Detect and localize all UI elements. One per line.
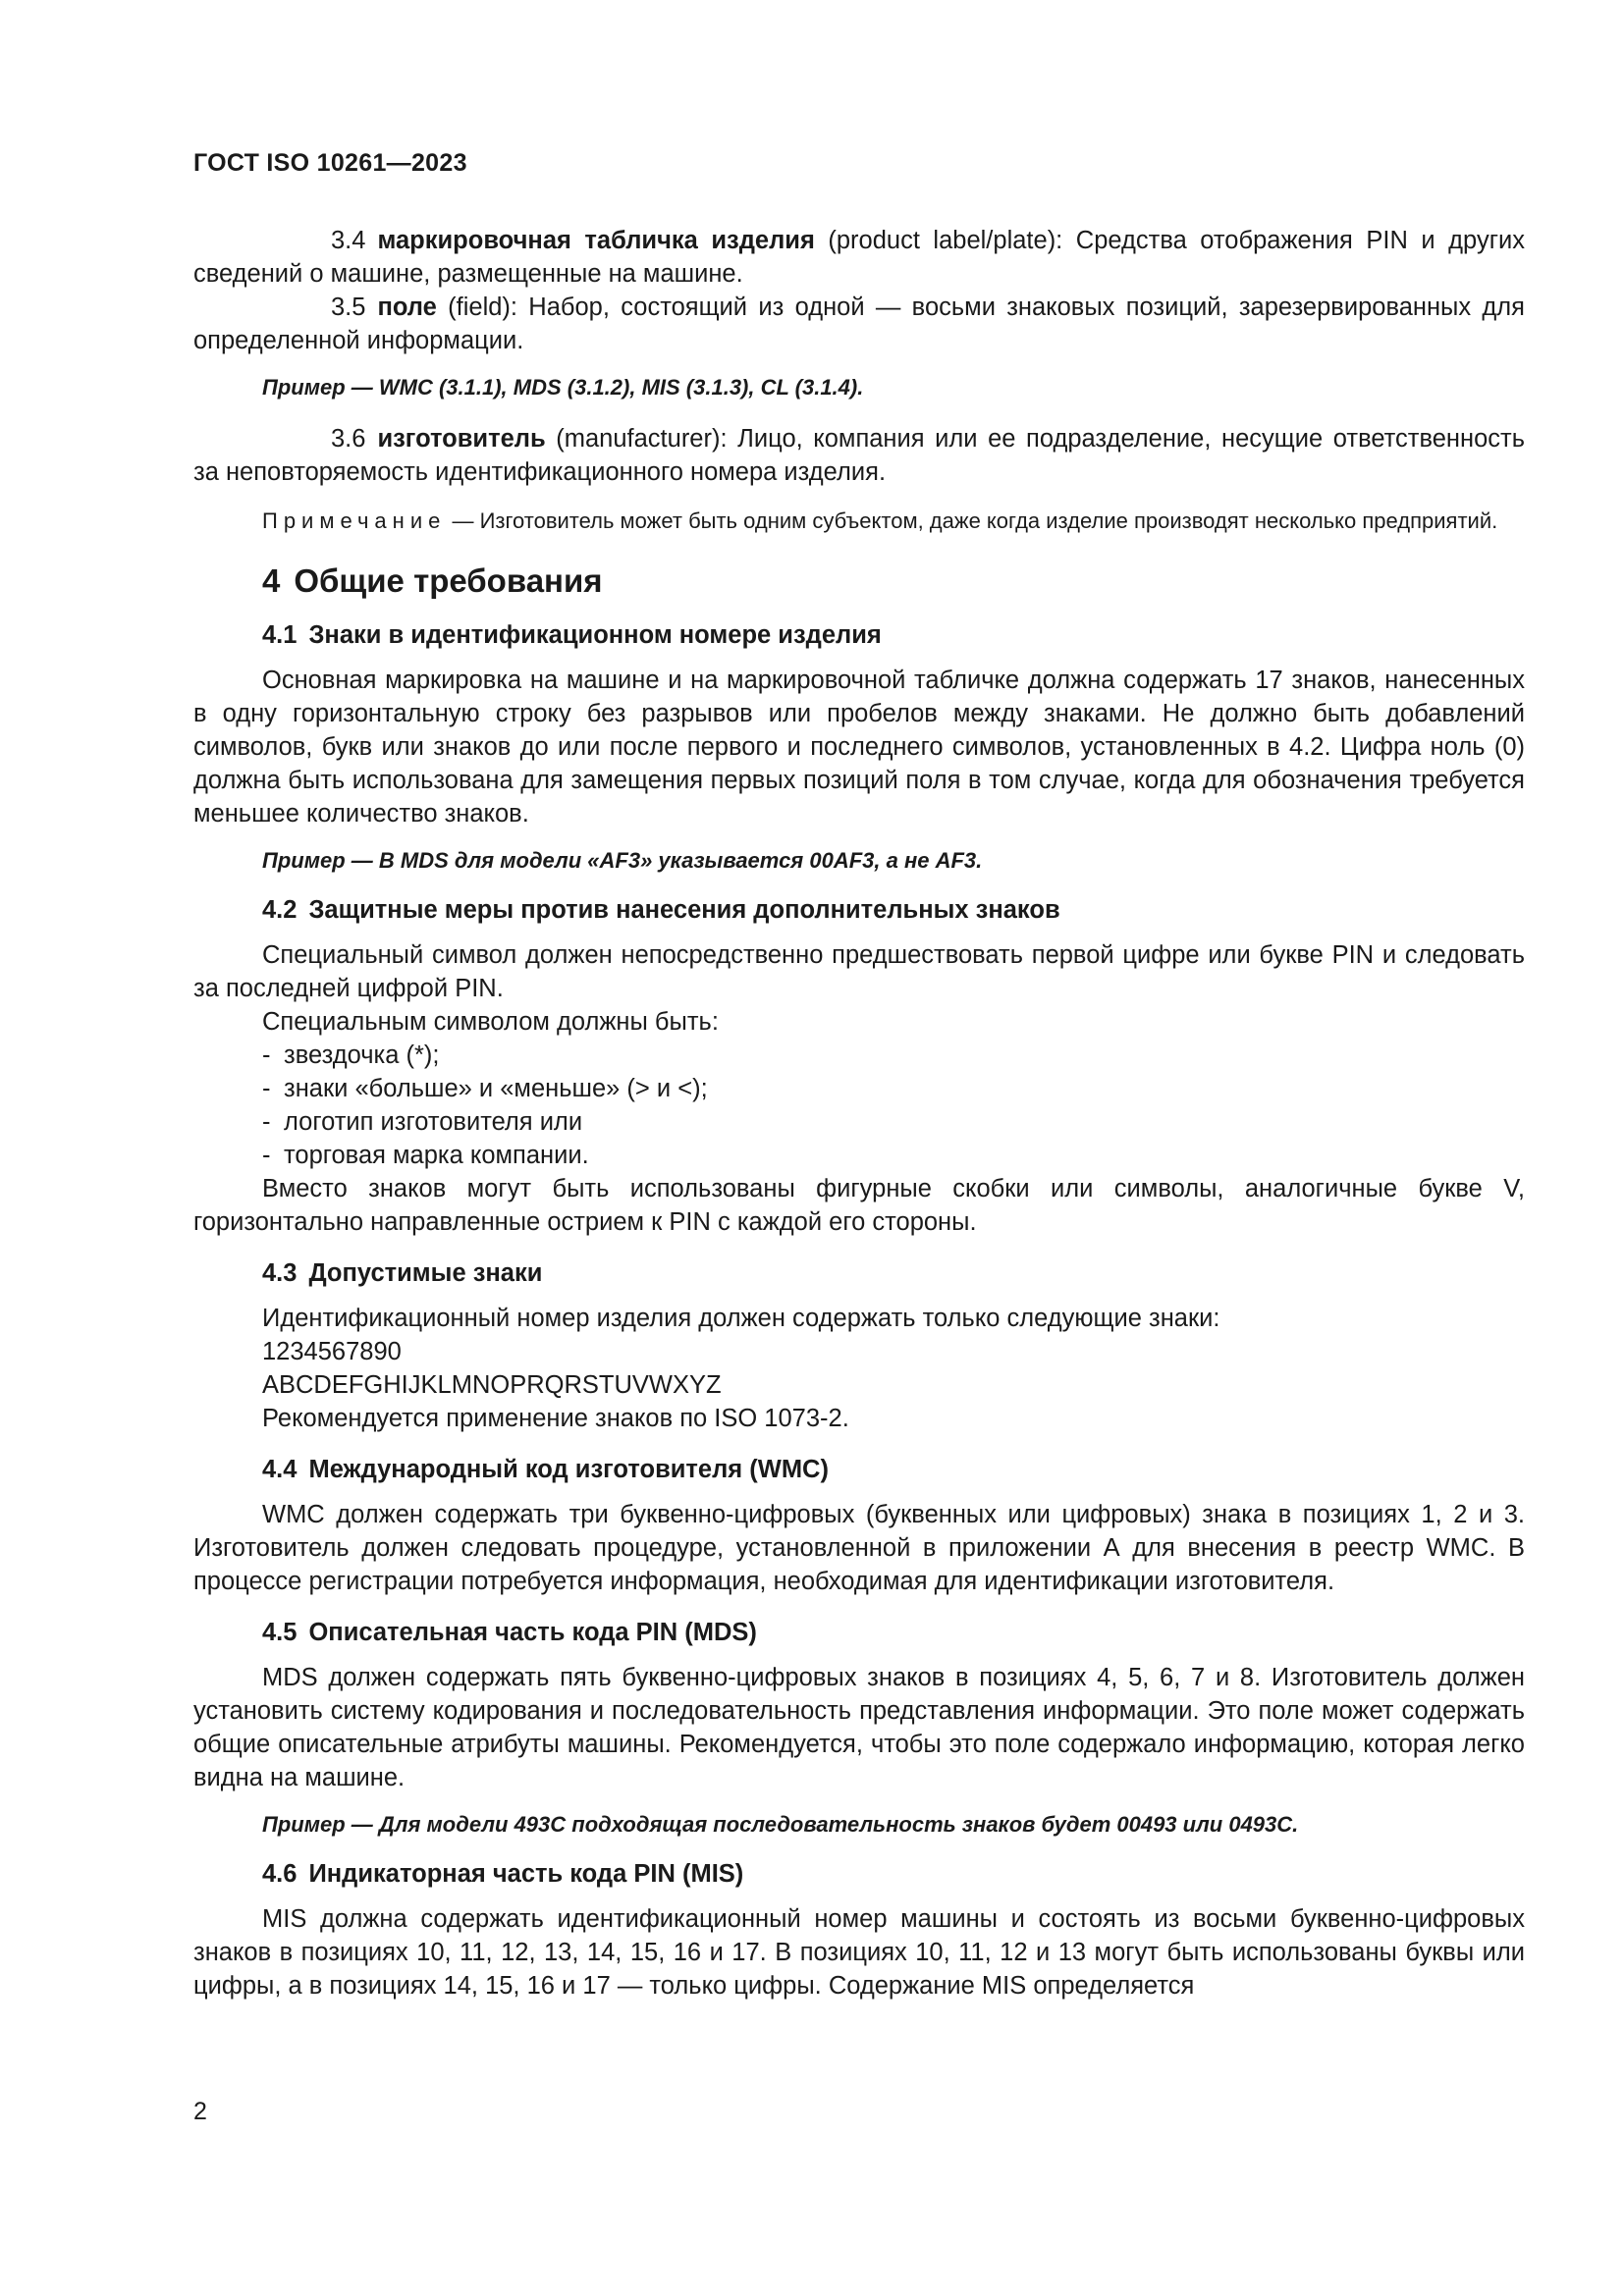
definition-3-6 bbox=[193, 422, 1525, 489]
definition-text: (product label/plate): Средства отображения PIN и других сведений о машине, размещенные на машине. bbox=[193, 227, 1525, 288]
subsection-title: Индикаторная часть кода PIN (MIS) bbox=[308, 1860, 744, 1888]
paragraph: Специальный символ должен непосредственно предшествовать первой цифре или букве PIN и следовать за последней цифрой PIN. bbox=[193, 941, 1525, 1002]
subsection-heading-4-1 bbox=[193, 618, 1525, 652]
allowed-letters: ABCDEFGHIJKLMNOPRQRSTUVWXYZ bbox=[262, 1371, 722, 1399]
subsection-number: 4.4 bbox=[262, 1456, 298, 1483]
subsection-number: 4.2 bbox=[262, 896, 298, 924]
list-item-text: логотип изготовителя или bbox=[284, 1108, 583, 1136]
clause-number: 3.6 bbox=[331, 425, 366, 453]
document-header: ГОСТ ISO 10261—2023 bbox=[193, 149, 467, 177]
subsection-number: 4.3 bbox=[262, 1259, 298, 1287]
list-item-text: знаки «больше» и «меньше» (> и <); bbox=[284, 1075, 708, 1102]
paragraph: MIS должна содержать идентификационный номер машины и состоять из восьми буквенно-цифровых знаков в позициях 10, 11, 12, 13, 14, 15, 16 и 17. В позициях 10, 11, 12 и 13 могут быть использованы буквы или цифры, а в позициях 14, 15, 16 и 17 — только цифры. Содержание MIS определяется bbox=[193, 1905, 1525, 2000]
list-item bbox=[262, 1105, 1525, 1139]
definition-3-4 bbox=[193, 224, 1525, 291]
section-heading-4 bbox=[193, 561, 1525, 601]
paragraph: MDS должен содержать пять буквенно-цифровых знаков в позициях 4, 5, 6, 7 и 8. Изготовитель должен установить систему кодирования и последовательность представления информации. Это поле может содержать общие описательные атрибуты машины. Рекомендуется, чтобы это поле содержало информацию, которая легко видна на машине. bbox=[193, 1664, 1525, 1791]
subsection-title: Знаки в идентификационном номере изделия bbox=[308, 621, 882, 649]
section-title: Общие требования bbox=[294, 562, 603, 599]
subsection-heading-4-2 bbox=[193, 893, 1525, 927]
subsection-title: Защитные меры против нанесения дополнительных знаков bbox=[308, 896, 1060, 924]
subsection-number: 4.1 bbox=[262, 621, 298, 649]
subsection-heading-4-3 bbox=[193, 1256, 1525, 1290]
term: изготовитель bbox=[377, 425, 546, 453]
subsection-title: Международный код изготовителя (WMC) bbox=[308, 1456, 829, 1483]
note-label: Примечание bbox=[262, 508, 447, 533]
list-item bbox=[262, 1072, 1525, 1105]
page-content bbox=[193, 224, 1525, 2002]
note-3-6 bbox=[193, 507, 1525, 536]
clause-number: 3.4 bbox=[331, 227, 366, 254]
note-text: — Изготовитель может быть одним субъектом, даже когда изделие производят несколько предприятий. bbox=[446, 508, 1498, 533]
list-item-text: торговая марка компании. bbox=[284, 1142, 589, 1169]
list-bullet: - bbox=[262, 1142, 271, 1169]
list-bullet: - bbox=[262, 1041, 271, 1069]
paragraph: Основная маркировка на машине и на маркировочной табличке должна содержать 17 знаков, нанесенных в одну горизонтальную строку без разрывов или пробелов между знаками. Не должно быть добавлений символов, букв или знаков до или после первого и последнего символов, установленных в 4.2. Цифра ноль (0) должна быть использована для замещения первых позиций поля в том случае, когда для обозначения требуется меньшее количество знаков. bbox=[193, 667, 1525, 828]
subsection-heading-4-6 bbox=[193, 1857, 1525, 1891]
section-number: 4 bbox=[262, 562, 281, 599]
term: маркировочная табличка изделия bbox=[377, 227, 815, 254]
special-symbol-list bbox=[193, 1039, 1525, 1172]
clause-number: 3.5 bbox=[331, 294, 366, 321]
term: поле bbox=[377, 294, 437, 321]
subsection-title: Допустимые знаки bbox=[308, 1259, 543, 1287]
example-3-5: Пример — WMC (3.1.1), MDS (3.1.2), MIS (3.1.3), CL (3.1.4). bbox=[262, 375, 864, 400]
definition-3-5 bbox=[193, 291, 1525, 357]
list-item-text: звездочка (*); bbox=[284, 1041, 440, 1069]
example-4-5: Пример — Для модели 493C подходящая последовательность знаков будет 00493 или 0493C. bbox=[262, 1812, 1299, 1837]
allowed-digits: 1234567890 bbox=[262, 1338, 402, 1365]
paragraph: WMC должен содержать три буквенно-цифровых (буквенных или цифровых) знака в позициях 1, 2 и 3. Изготовитель должен следовать процедуре, установленной в приложении А для внесения в реестр WMC. В процессе регистрации потребуется информация, необходимая для идентификации изготовителя. bbox=[193, 1501, 1525, 1595]
subsection-number: 4.6 bbox=[262, 1860, 298, 1888]
page-number: 2 bbox=[193, 2098, 207, 2125]
subsection-number: 4.5 bbox=[262, 1619, 298, 1646]
definition-text: (manufacturer): Лицо, компания или ее подразделение, несущие ответственность за неповторяемость идентификационного номера изделия. bbox=[193, 425, 1525, 486]
paragraph: Специальным символом должны быть: bbox=[262, 1008, 719, 1036]
subsection-heading-4-5 bbox=[193, 1616, 1525, 1649]
list-item bbox=[262, 1039, 1525, 1072]
list-bullet: - bbox=[262, 1075, 271, 1102]
example-4-1: Пример — В MDS для модели «AF3» указывается 00AF3, а не AF3. bbox=[262, 848, 983, 873]
paragraph: Вместо знаков могут быть использованы фигурные скобки или символы, аналогичные букве V, горизонтально направленные острием к PIN с каждой его стороны. bbox=[193, 1175, 1525, 1236]
subsection-heading-4-4 bbox=[193, 1453, 1525, 1486]
list-item bbox=[262, 1139, 1525, 1172]
paragraph: Идентификационный номер изделия должен содержать только следующие знаки: bbox=[262, 1305, 1220, 1332]
subsection-title: Описательная часть кода PIN (MDS) bbox=[308, 1619, 757, 1646]
paragraph: Рекомендуется применение знаков по ISO 1073-2. bbox=[262, 1405, 849, 1432]
list-bullet: - bbox=[262, 1108, 271, 1136]
definition-text: (field): Набор, состоящий из одной — восьми знаковых позиций, зарезервированных для определенной информации. bbox=[193, 294, 1525, 354]
